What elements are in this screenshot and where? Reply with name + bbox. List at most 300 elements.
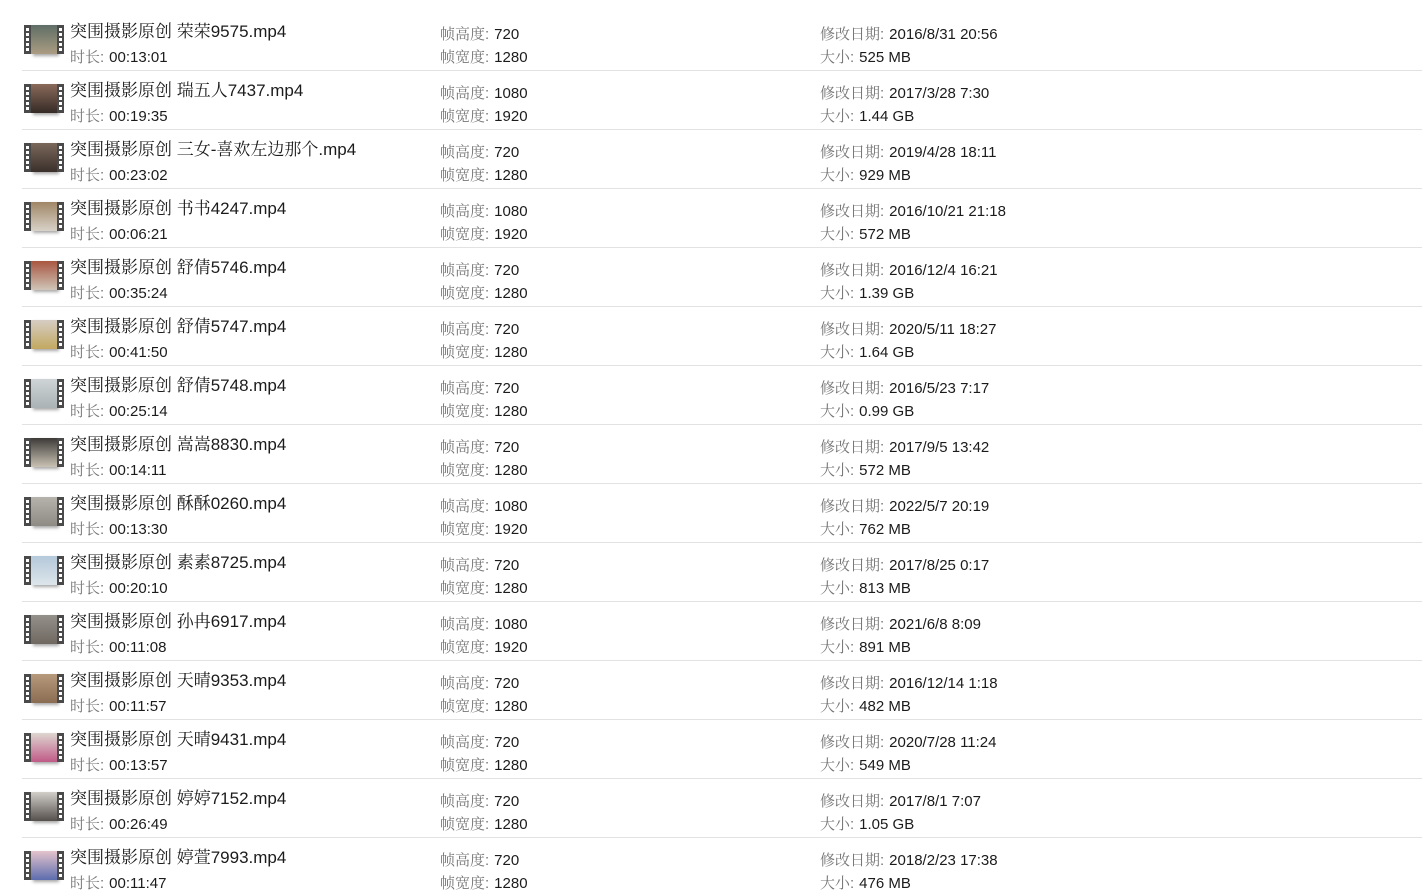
modified-date-row xyxy=(820,379,989,398)
modified-date-value: 2017/3/28 7:30 xyxy=(889,85,990,102)
filmstrip-sprocket-right xyxy=(57,792,64,821)
file-name: 突围摄影原创 瑞五人7437.mp4 xyxy=(70,81,304,100)
frame-width-row xyxy=(440,638,528,657)
frame-width-label: 帧宽度: xyxy=(440,580,490,597)
modified-date-row xyxy=(820,556,989,575)
filmstrip-sprocket-left xyxy=(24,25,31,54)
modified-date-row xyxy=(820,438,989,457)
modified-date-value: 2017/8/1 7:07 xyxy=(889,793,981,810)
filmstrip-sprocket-left xyxy=(24,202,31,231)
size-value: 0.99 GB xyxy=(859,403,915,420)
filmstrip-sprocket-left xyxy=(24,320,31,349)
frame-width-row xyxy=(440,874,528,893)
frame-height-label: 帧高度: xyxy=(440,616,490,633)
modified-date-value: 2020/7/28 11:24 xyxy=(889,734,997,751)
modified-date-value: 2016/8/31 20:56 xyxy=(889,26,998,43)
duration-label: 时长: xyxy=(70,521,105,538)
frame-width-value: 1920 xyxy=(494,639,528,656)
frame-height-value: 720 xyxy=(494,675,520,692)
frame-height-row xyxy=(440,674,519,693)
frame-height-label: 帧高度: xyxy=(440,262,490,279)
video-preview-image xyxy=(31,320,57,349)
frame-width-label: 帧宽度: xyxy=(440,757,490,774)
frame-width-row xyxy=(440,402,528,421)
file-row[interactable] xyxy=(0,602,1422,661)
video-thumbnail-icon xyxy=(24,556,64,585)
file-row[interactable] xyxy=(0,130,1422,189)
video-preview-image xyxy=(31,497,57,526)
frame-height-label: 帧高度: xyxy=(440,85,490,102)
modified-date-row xyxy=(820,497,989,516)
video-preview-image xyxy=(31,261,57,290)
duration-row xyxy=(70,579,168,598)
file-row[interactable] xyxy=(0,779,1422,838)
duration-row xyxy=(70,874,166,893)
frame-width-row xyxy=(440,48,528,67)
filmstrip-sprocket-left xyxy=(24,379,31,408)
frame-height-row xyxy=(440,615,528,634)
duration-row xyxy=(70,284,168,303)
file-name: 突围摄影原创 婷萱7993.mp4 xyxy=(70,848,287,867)
frame-width-value: 1280 xyxy=(494,698,528,715)
duration-label: 时长: xyxy=(70,167,105,184)
video-preview-image xyxy=(31,556,57,585)
frame-height-value: 720 xyxy=(494,380,520,397)
filmstrip-sprocket-right xyxy=(57,84,64,113)
file-row[interactable] xyxy=(0,12,1422,71)
size-value: 891 MB xyxy=(859,639,911,656)
modified-date-value: 2017/8/25 0:17 xyxy=(889,557,990,574)
frame-width-value: 1280 xyxy=(494,344,528,361)
file-row[interactable] xyxy=(0,71,1422,130)
size-row xyxy=(820,225,911,244)
modified-date-row xyxy=(820,851,998,870)
size-label: 大小: xyxy=(820,344,855,361)
frame-width-value: 1280 xyxy=(494,49,528,66)
frame-height-row xyxy=(440,497,528,516)
size-value: 525 MB xyxy=(859,49,911,66)
frame-width-value: 1280 xyxy=(494,875,528,892)
frame-width-row xyxy=(440,225,528,244)
frame-width-label: 帧宽度: xyxy=(440,108,490,125)
size-row xyxy=(820,638,911,657)
frame-width-row xyxy=(440,579,528,598)
video-thumbnail-icon xyxy=(24,261,64,290)
frame-height-value: 720 xyxy=(494,557,520,574)
filmstrip-sprocket-left xyxy=(24,615,31,644)
filmstrip-sprocket-right xyxy=(57,556,64,585)
video-preview-image xyxy=(31,202,57,231)
frame-width-label: 帧宽度: xyxy=(440,816,490,833)
frame-width-row xyxy=(440,756,528,775)
file-name: 突围摄影原创 三女-喜欢左边那个.mp4 xyxy=(70,140,357,159)
video-preview-image xyxy=(31,438,57,467)
size-label: 大小: xyxy=(820,639,855,656)
video-thumbnail-icon xyxy=(24,25,64,54)
duration-label: 时长: xyxy=(70,580,105,597)
filmstrip-sprocket-right xyxy=(57,320,64,349)
filmstrip-sprocket-right xyxy=(57,25,64,54)
frame-width-row xyxy=(440,461,528,480)
frame-height-label: 帧高度: xyxy=(440,557,490,574)
file-name: 突围摄影原创 天晴9431.mp4 xyxy=(70,730,287,749)
frame-width-value: 1920 xyxy=(494,108,528,125)
size-row xyxy=(820,874,911,893)
filmstrip-sprocket-right xyxy=(57,733,64,762)
frame-height-label: 帧高度: xyxy=(440,439,490,456)
size-row xyxy=(820,48,911,67)
duration-value: 00:14:11 xyxy=(109,462,167,479)
filmstrip-sprocket-left xyxy=(24,674,31,703)
size-label: 大小: xyxy=(820,875,855,892)
video-thumbnail-icon xyxy=(24,615,64,644)
modified-date-label: 修改日期: xyxy=(820,262,885,279)
frame-height-label: 帧高度: xyxy=(440,498,490,515)
duration-row xyxy=(70,461,166,480)
duration-value: 00:25:14 xyxy=(109,403,168,420)
video-preview-image xyxy=(31,615,57,644)
frame-width-row xyxy=(440,815,528,834)
duration-label: 时长: xyxy=(70,226,105,243)
file-row[interactable] xyxy=(0,838,1422,896)
frame-width-label: 帧宽度: xyxy=(440,344,490,361)
duration-row xyxy=(70,815,168,834)
frame-height-row xyxy=(440,261,519,280)
frame-width-row xyxy=(440,343,528,362)
filmstrip-sprocket-right xyxy=(57,497,64,526)
duration-row xyxy=(70,520,168,539)
frame-height-row xyxy=(440,379,519,398)
modified-date-row xyxy=(820,615,981,634)
filmstrip-sprocket-left xyxy=(24,438,31,467)
frame-width-row xyxy=(440,166,528,185)
size-label: 大小: xyxy=(820,403,855,420)
duration-row xyxy=(70,402,168,421)
duration-label: 时长: xyxy=(70,285,105,302)
duration-value: 00:20:10 xyxy=(109,580,168,597)
duration-value: 00:41:50 xyxy=(109,344,168,361)
modified-date-value: 2016/10/21 21:18 xyxy=(889,203,1006,220)
frame-height-label: 帧高度: xyxy=(440,144,490,161)
modified-date-label: 修改日期: xyxy=(820,557,885,574)
frame-width-value: 1920 xyxy=(494,226,528,243)
size-row xyxy=(820,579,911,598)
size-value: 813 MB xyxy=(859,580,911,597)
size-label: 大小: xyxy=(820,698,855,715)
size-value: 476 MB xyxy=(859,875,911,892)
file-row[interactable] xyxy=(0,248,1422,307)
frame-height-row xyxy=(440,438,519,457)
frame-height-value: 720 xyxy=(494,321,520,338)
modified-date-label: 修改日期: xyxy=(820,616,885,633)
modified-date-row xyxy=(820,84,989,103)
frame-width-value: 1280 xyxy=(494,403,528,420)
size-row xyxy=(820,402,914,421)
filmstrip-sprocket-right xyxy=(57,143,64,172)
file-name: 突围摄影原创 舒倩5748.mp4 xyxy=(70,376,287,395)
video-preview-image xyxy=(31,143,57,172)
frame-width-row xyxy=(440,284,528,303)
size-label: 大小: xyxy=(820,816,855,833)
frame-height-value: 720 xyxy=(494,262,520,279)
frame-height-row xyxy=(440,320,519,339)
file-name: 突围摄影原创 嵩嵩8830.mp4 xyxy=(70,435,287,454)
frame-height-value: 720 xyxy=(494,734,520,751)
video-thumbnail-icon xyxy=(24,497,64,526)
file-name: 突围摄影原创 天晴9353.mp4 xyxy=(70,671,287,690)
size-label: 大小: xyxy=(820,108,855,125)
filmstrip-sprocket-right xyxy=(57,851,64,880)
modified-date-row xyxy=(820,320,997,339)
frame-height-row xyxy=(440,556,519,575)
filmstrip-sprocket-right xyxy=(57,261,64,290)
file-row[interactable] xyxy=(0,720,1422,779)
duration-row xyxy=(70,756,168,775)
file-row[interactable] xyxy=(0,189,1422,248)
frame-width-label: 帧宽度: xyxy=(440,285,490,302)
size-label: 大小: xyxy=(820,285,855,302)
modified-date-row xyxy=(820,202,1006,221)
size-value: 929 MB xyxy=(859,167,911,184)
duration-label: 时长: xyxy=(70,875,105,892)
filmstrip-sprocket-left xyxy=(24,792,31,821)
frame-width-label: 帧宽度: xyxy=(440,462,490,479)
duration-row xyxy=(70,166,168,185)
modified-date-value: 2017/9/5 13:42 xyxy=(889,439,990,456)
frame-width-row xyxy=(440,697,528,716)
frame-height-label: 帧高度: xyxy=(440,852,490,869)
frame-width-value: 1920 xyxy=(494,521,528,538)
video-thumbnail-icon xyxy=(24,438,64,467)
frame-width-value: 1280 xyxy=(494,285,528,302)
video-preview-image xyxy=(31,379,57,408)
modified-date-value: 2020/5/11 18:27 xyxy=(889,321,997,338)
size-row xyxy=(820,166,911,185)
frame-width-label: 帧宽度: xyxy=(440,226,490,243)
frame-height-label: 帧高度: xyxy=(440,380,490,397)
modified-date-label: 修改日期: xyxy=(820,675,885,692)
filmstrip-sprocket-left xyxy=(24,851,31,880)
frame-height-row xyxy=(440,792,519,811)
modified-date-label: 修改日期: xyxy=(820,144,885,161)
modified-date-label: 修改日期: xyxy=(820,852,885,869)
frame-height-label: 帧高度: xyxy=(440,26,490,43)
modified-date-value: 2018/2/23 17:38 xyxy=(889,852,998,869)
frame-width-label: 帧宽度: xyxy=(440,403,490,420)
frame-height-value: 1080 xyxy=(494,85,528,102)
filmstrip-sprocket-right xyxy=(57,674,64,703)
file-row[interactable] xyxy=(0,307,1422,366)
size-value: 1.05 GB xyxy=(859,816,915,833)
size-label: 大小: xyxy=(820,167,855,184)
frame-width-value: 1280 xyxy=(494,580,528,597)
file-name: 突围摄影原创 酥酥0260.mp4 xyxy=(70,494,287,513)
duration-row xyxy=(70,48,168,67)
video-preview-image xyxy=(31,25,57,54)
file-row[interactable] xyxy=(0,543,1422,602)
modified-date-value: 2016/12/4 16:21 xyxy=(889,262,998,279)
frame-width-value: 1280 xyxy=(494,757,528,774)
size-row xyxy=(820,107,914,126)
frame-height-label: 帧高度: xyxy=(440,675,490,692)
modified-date-row xyxy=(820,674,998,693)
frame-height-value: 720 xyxy=(494,793,520,810)
size-label: 大小: xyxy=(820,757,855,774)
duration-row xyxy=(70,638,166,657)
size-label: 大小: xyxy=(820,226,855,243)
frame-width-label: 帧宽度: xyxy=(440,875,490,892)
modified-date-value: 2022/5/7 20:19 xyxy=(889,498,990,515)
size-row xyxy=(820,697,911,716)
duration-row xyxy=(70,107,168,126)
duration-value: 00:11:57 xyxy=(109,698,167,715)
video-preview-image xyxy=(31,674,57,703)
filmstrip-sprocket-left xyxy=(24,556,31,585)
video-thumbnail-icon xyxy=(24,733,64,762)
file-name: 突围摄影原创 书书4247.mp4 xyxy=(70,199,287,218)
duration-label: 时长: xyxy=(70,757,105,774)
frame-height-row xyxy=(440,143,519,162)
modified-date-row xyxy=(820,733,997,752)
modified-date-label: 修改日期: xyxy=(820,85,885,102)
file-name: 突围摄影原创 婷婷7152.mp4 xyxy=(70,789,287,808)
duration-value: 00:11:08 xyxy=(109,639,167,656)
file-row[interactable] xyxy=(0,661,1422,720)
size-value: 482 MB xyxy=(859,698,911,715)
modified-date-label: 修改日期: xyxy=(820,26,885,43)
frame-width-row xyxy=(440,107,528,126)
duration-row xyxy=(70,225,168,244)
duration-value: 00:13:01 xyxy=(109,49,168,66)
video-preview-image xyxy=(31,792,57,821)
frame-height-value: 720 xyxy=(494,144,520,161)
modified-date-value: 2019/4/28 18:11 xyxy=(889,144,997,161)
modified-date-label: 修改日期: xyxy=(820,439,885,456)
file-name: 突围摄影原创 荣荣9575.mp4 xyxy=(70,22,287,41)
modified-date-row xyxy=(820,792,981,811)
filmstrip-sprocket-left xyxy=(24,733,31,762)
file-row[interactable] xyxy=(0,484,1422,543)
size-label: 大小: xyxy=(820,49,855,66)
duration-label: 时长: xyxy=(70,462,105,479)
duration-label: 时长: xyxy=(70,698,105,715)
filmstrip-sprocket-right xyxy=(57,615,64,644)
frame-width-label: 帧宽度: xyxy=(440,698,490,715)
video-thumbnail-icon xyxy=(24,202,64,231)
duration-row xyxy=(70,343,168,362)
duration-label: 时长: xyxy=(70,639,105,656)
modified-date-label: 修改日期: xyxy=(820,793,885,810)
video-preview-image xyxy=(31,733,57,762)
size-label: 大小: xyxy=(820,462,855,479)
size-label: 大小: xyxy=(820,580,855,597)
size-value: 572 MB xyxy=(859,226,911,243)
frame-height-value: 720 xyxy=(494,26,520,43)
modified-date-label: 修改日期: xyxy=(820,498,885,515)
duration-label: 时长: xyxy=(70,49,105,66)
size-value: 1.64 GB xyxy=(859,344,915,361)
size-value: 1.44 GB xyxy=(859,108,915,125)
filmstrip-sprocket-right xyxy=(57,379,64,408)
filmstrip-sprocket-left xyxy=(24,497,31,526)
file-row[interactable] xyxy=(0,425,1422,484)
duration-value: 00:13:57 xyxy=(109,757,168,774)
duration-label: 时长: xyxy=(70,403,105,420)
frame-height-label: 帧高度: xyxy=(440,734,490,751)
modified-date-value: 2021/6/8 8:09 xyxy=(889,616,981,633)
video-thumbnail-icon xyxy=(24,379,64,408)
filmstrip-sprocket-right xyxy=(57,438,64,467)
modified-date-row xyxy=(820,261,998,280)
frame-height-row xyxy=(440,851,519,870)
duration-value: 00:13:30 xyxy=(109,521,168,538)
size-row xyxy=(820,520,911,539)
frame-height-label: 帧高度: xyxy=(440,793,490,810)
frame-height-row xyxy=(440,202,528,221)
modified-date-row xyxy=(820,143,997,162)
video-thumbnail-icon xyxy=(24,143,64,172)
video-thumbnail-icon xyxy=(24,792,64,821)
duration-label: 时长: xyxy=(70,344,105,361)
filmstrip-sprocket-left xyxy=(24,261,31,290)
frame-width-value: 1280 xyxy=(494,816,528,833)
modified-date-label: 修改日期: xyxy=(820,321,885,338)
frame-height-row xyxy=(440,25,519,44)
size-label: 大小: xyxy=(820,521,855,538)
size-row xyxy=(820,284,914,303)
filmstrip-sprocket-right xyxy=(57,202,64,231)
modified-date-row xyxy=(820,25,998,44)
duration-value: 00:35:24 xyxy=(109,285,168,302)
video-thumbnail-icon xyxy=(24,320,64,349)
file-row[interactable] xyxy=(0,366,1422,425)
duration-value: 00:11:47 xyxy=(109,875,167,892)
video-thumbnail-icon xyxy=(24,674,64,703)
duration-value: 00:06:21 xyxy=(109,226,168,243)
frame-width-label: 帧宽度: xyxy=(440,639,490,656)
frame-height-value: 1080 xyxy=(494,203,528,220)
frame-height-value: 1080 xyxy=(494,616,528,633)
frame-width-row xyxy=(440,520,528,539)
video-thumbnail-icon xyxy=(24,851,64,880)
frame-height-row xyxy=(440,733,519,752)
frame-height-value: 720 xyxy=(494,439,520,456)
frame-height-row xyxy=(440,84,528,103)
frame-width-label: 帧宽度: xyxy=(440,167,490,184)
modified-date-label: 修改日期: xyxy=(820,380,885,397)
filmstrip-sprocket-left xyxy=(24,84,31,113)
video-preview-image xyxy=(31,851,57,880)
duration-label: 时长: xyxy=(70,816,105,833)
modified-date-label: 修改日期: xyxy=(820,734,885,751)
modified-date-value: 2016/5/23 7:17 xyxy=(889,380,990,397)
duration-value: 00:19:35 xyxy=(109,108,168,125)
size-value: 572 MB xyxy=(859,462,911,479)
frame-height-value: 1080 xyxy=(494,498,528,515)
size-value: 762 MB xyxy=(859,521,911,538)
frame-width-value: 1280 xyxy=(494,462,528,479)
modified-date-label: 修改日期: xyxy=(820,203,885,220)
duration-label: 时长: xyxy=(70,108,105,125)
duration-row xyxy=(70,697,166,716)
file-name: 突围摄影原创 孙冉6917.mp4 xyxy=(70,612,287,631)
frame-height-label: 帧高度: xyxy=(440,203,490,220)
frame-width-label: 帧宽度: xyxy=(440,521,490,538)
filmstrip-sprocket-left xyxy=(24,143,31,172)
frame-height-value: 720 xyxy=(494,852,520,869)
size-row xyxy=(820,815,914,834)
frame-width-value: 1280 xyxy=(494,167,528,184)
